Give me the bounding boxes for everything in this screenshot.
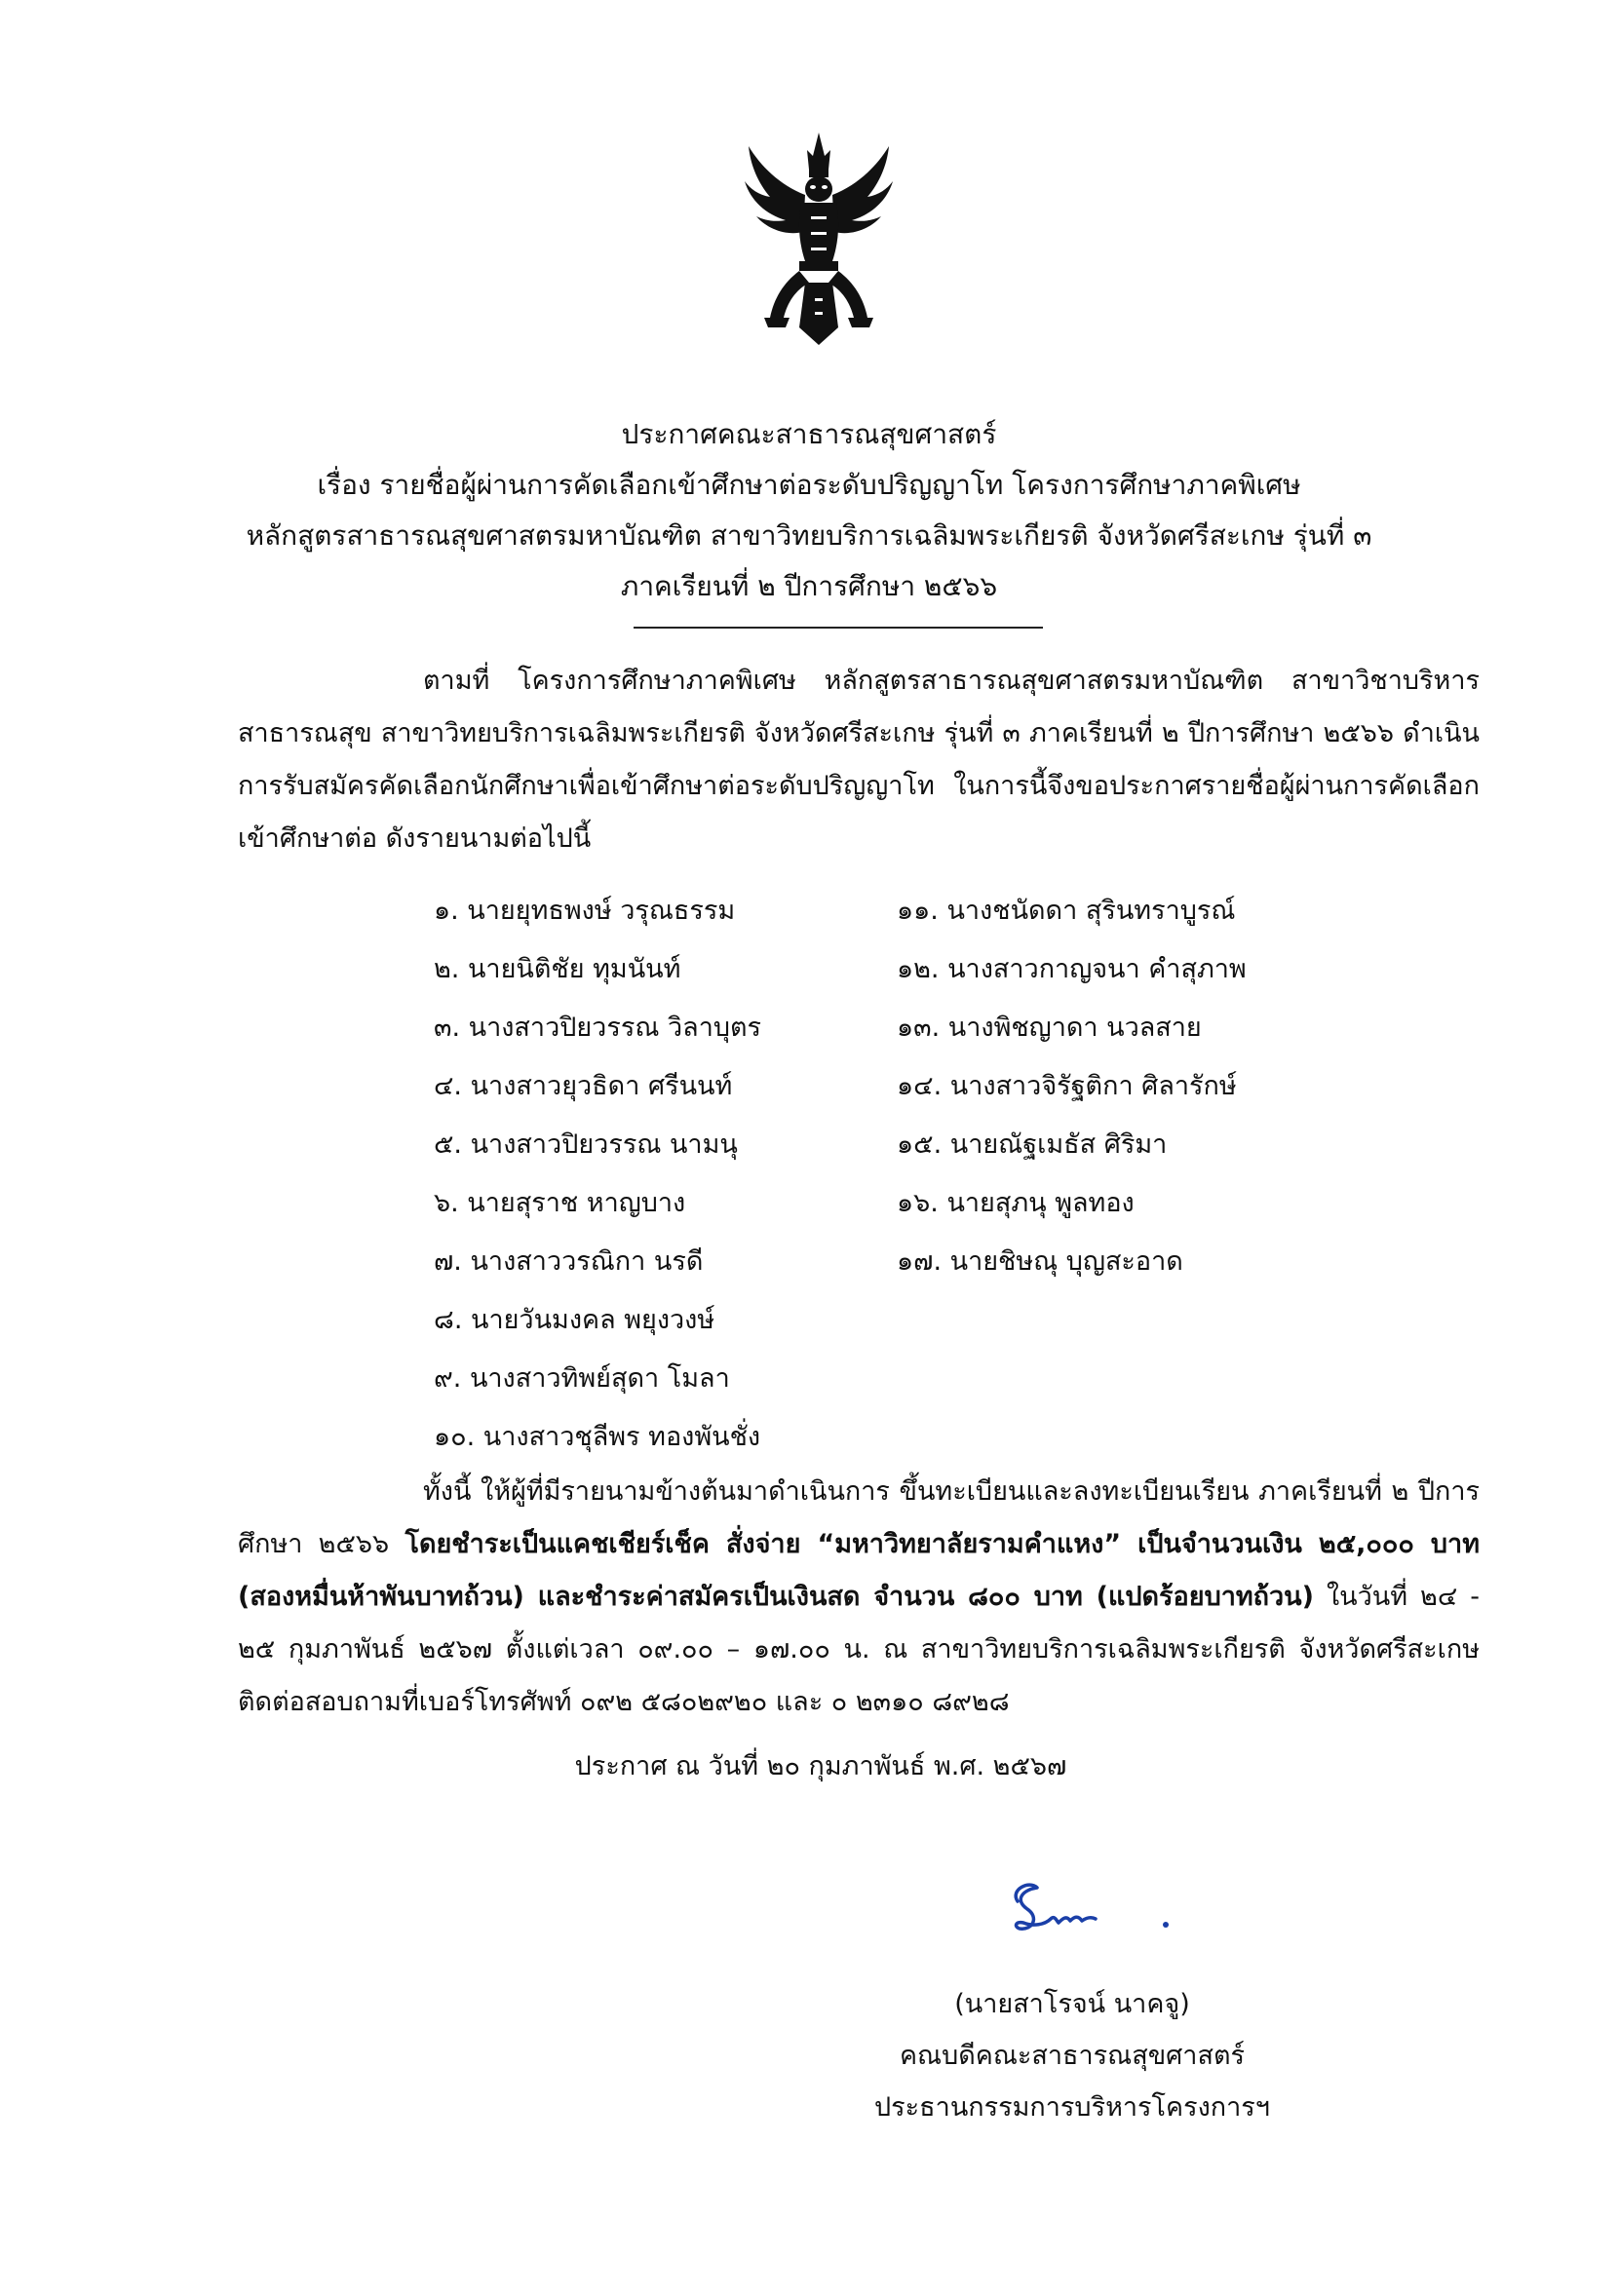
header-subject-line: เรื่อง รายชื่อผู้ผ่านการคัดเลือกเข้าศึกษาต่อระดับปริญญาโท โครงการศึกษาภาคพิเศษ: [317, 469, 1301, 501]
announcement-date: [0, 1744, 1618, 1786]
registration-notice-paragraph: [238, 1466, 1480, 1729]
list-item: ๑๔. นางสาวจิรัฐติกา ศิลารักษ์: [897, 1071, 1237, 1101]
list-item: ๑๐. นางสาวชุลีพร ทองพันชั่ง: [434, 1422, 761, 1452]
list-item: ๖. นายสุราช หาญบาง: [434, 1188, 686, 1218]
header-divider: [634, 627, 1043, 629]
header-term-line: ภาคเรียนที่ ๒ ปีการศึกษา ๒๕๖๖: [620, 570, 998, 602]
list-item: ๑๑. นางชนัดดา สุรินทราบูรณ์: [897, 896, 1236, 926]
signatory-block: [828, 1978, 1316, 2133]
list-item: ๑๕. นายณัฐเมธัส ศิริมา: [897, 1129, 1168, 1160]
list-item: ๑๓. นางพิชญาดา นวลสาย: [897, 1013, 1202, 1043]
list-item: ๒. นายนิติชัย ทุมนันท์: [434, 954, 681, 984]
intro-text: ตามที่ โครงการศึกษาภาคพิเศษ หลักสูตรสาธารณสุขศาสตรมหาบัณฑิต สาขาวิชาบริหารสาธารณสุข สาขาวิทยบริการเฉลิมพระเกียรติ จังหวัดศรีสะเกษ รุ่นที่ ๓ ภาคเรียนที่ ๒ ปีการศึกษา ๒๕๖๖ ดำเนินการรับสมัครคัดเลือกนักศึกษาเพื่อเข้าศึกษาต่อระดับปริญญาโท ในการนี้จึงขอประกาศรายชื่อผู้ผ่านการคัดเลือกเข้าศึกษาต่อ ดังรายนามต่อไปนี้: [238, 666, 1480, 854]
list-item: ๑๒. นางสาวกาญจนา คำสุภาพ: [897, 954, 1247, 984]
notice-payment-text: โดยชำระเป็นแคชเชียร์เช็ค สั่งจ่าย “มหาวิทยาลัยรามคำแหง” เป็นจำนวนเงิน ๒๕,๐๐๐ บาท (สองหมื่นห้าพันบาทถ้วน) และชำระค่าสมัครเป็นเงินสด จำนวน ๘๐๐ บาท (แปดร้อยบาทถ้วน): [238, 1529, 1481, 1612]
list-item: ๘. นายวันมงคล พยุงวงษ์: [434, 1305, 715, 1335]
announcement-date-text: ประกาศ ณ วันที่ ๒๐ กุมภาพันธ์ พ.ศ. ๒๕๖๗: [574, 1751, 1067, 1781]
header-program-line: หลักสูตรสาธารณสุขศาสตรมหาบัณฑิต สาขาวิทยบริการเฉลิมพระเกียรติ จังหวัดศรีสะเกษ รุ่นที่ ๓: [246, 519, 1372, 552]
notice-schedule-text: ในวันที่ ๒๔ - ๒๕ กุมภาพันธ์ ๒๕๖๗ ตั้งแต่เวลา ๐๙.๐๐ – ๑๗.๐๐ น. ณ สาขาวิทยบริการเฉลิมพระเกียรติ จังหวัดศรีสะเกษ ติดต่อสอบถามที่เบอร์โทรศัพท์ ๐๙๒ ๕๘๐๒๙๒๐ และ ๐ ๒๓๑๐ ๘๙๒๘: [238, 1582, 1480, 1717]
list-item: ๓. นางสาวปิยวรรณ วิลาบุตร: [434, 1013, 762, 1043]
list-item: ๔. นางสาวยุวธิดา ศรีนนท์: [434, 1071, 733, 1101]
announcement-header: [0, 409, 1618, 612]
names-list-left: [434, 882, 761, 1467]
notice-text: ทั้งนี้ ให้ผู้ที่มีรายนามข้างต้นมาดำเนินการ ขึ้นทะเบียนและลงทะเบียนเรียน ภาคเรียนที่ ๒ ปีการศึกษา ๒๕๖๖: [238, 1476, 1480, 1559]
signature-image: [994, 1866, 1189, 1954]
signatory-role: ประธานกรรมการบริหารโครงการฯ: [874, 2092, 1270, 2123]
list-item: ๑. นายยุทธพงษ์ วรุณธรรม: [434, 896, 736, 926]
intro-paragraph: [238, 655, 1480, 865]
signatory-position: คณบดีคณะสาธารณสุขศาสตร์: [900, 2041, 1245, 2071]
list-item: ๕. นางสาวปิยวรรณ นามนุ: [434, 1129, 738, 1160]
names-list-right: [897, 882, 1247, 1291]
header-line: ประกาศคณะสาธารณสุขศาสตร์: [621, 418, 997, 450]
list-item: ๗. นางสาววรณิกา นรดี: [434, 1246, 704, 1277]
garuda-emblem-icon: [741, 127, 897, 351]
signatory-name: (นายสาโรจน์ นาคจู): [954, 1989, 1190, 2019]
list-item: ๙. นางสาวทิพย์สุดา โมลา: [434, 1363, 730, 1394]
list-item: ๑๗. นายชิษณุ บุญสะอาด: [897, 1246, 1183, 1277]
list-item: ๑๖. นายสุภนุ พูลทอง: [897, 1188, 1135, 1218]
